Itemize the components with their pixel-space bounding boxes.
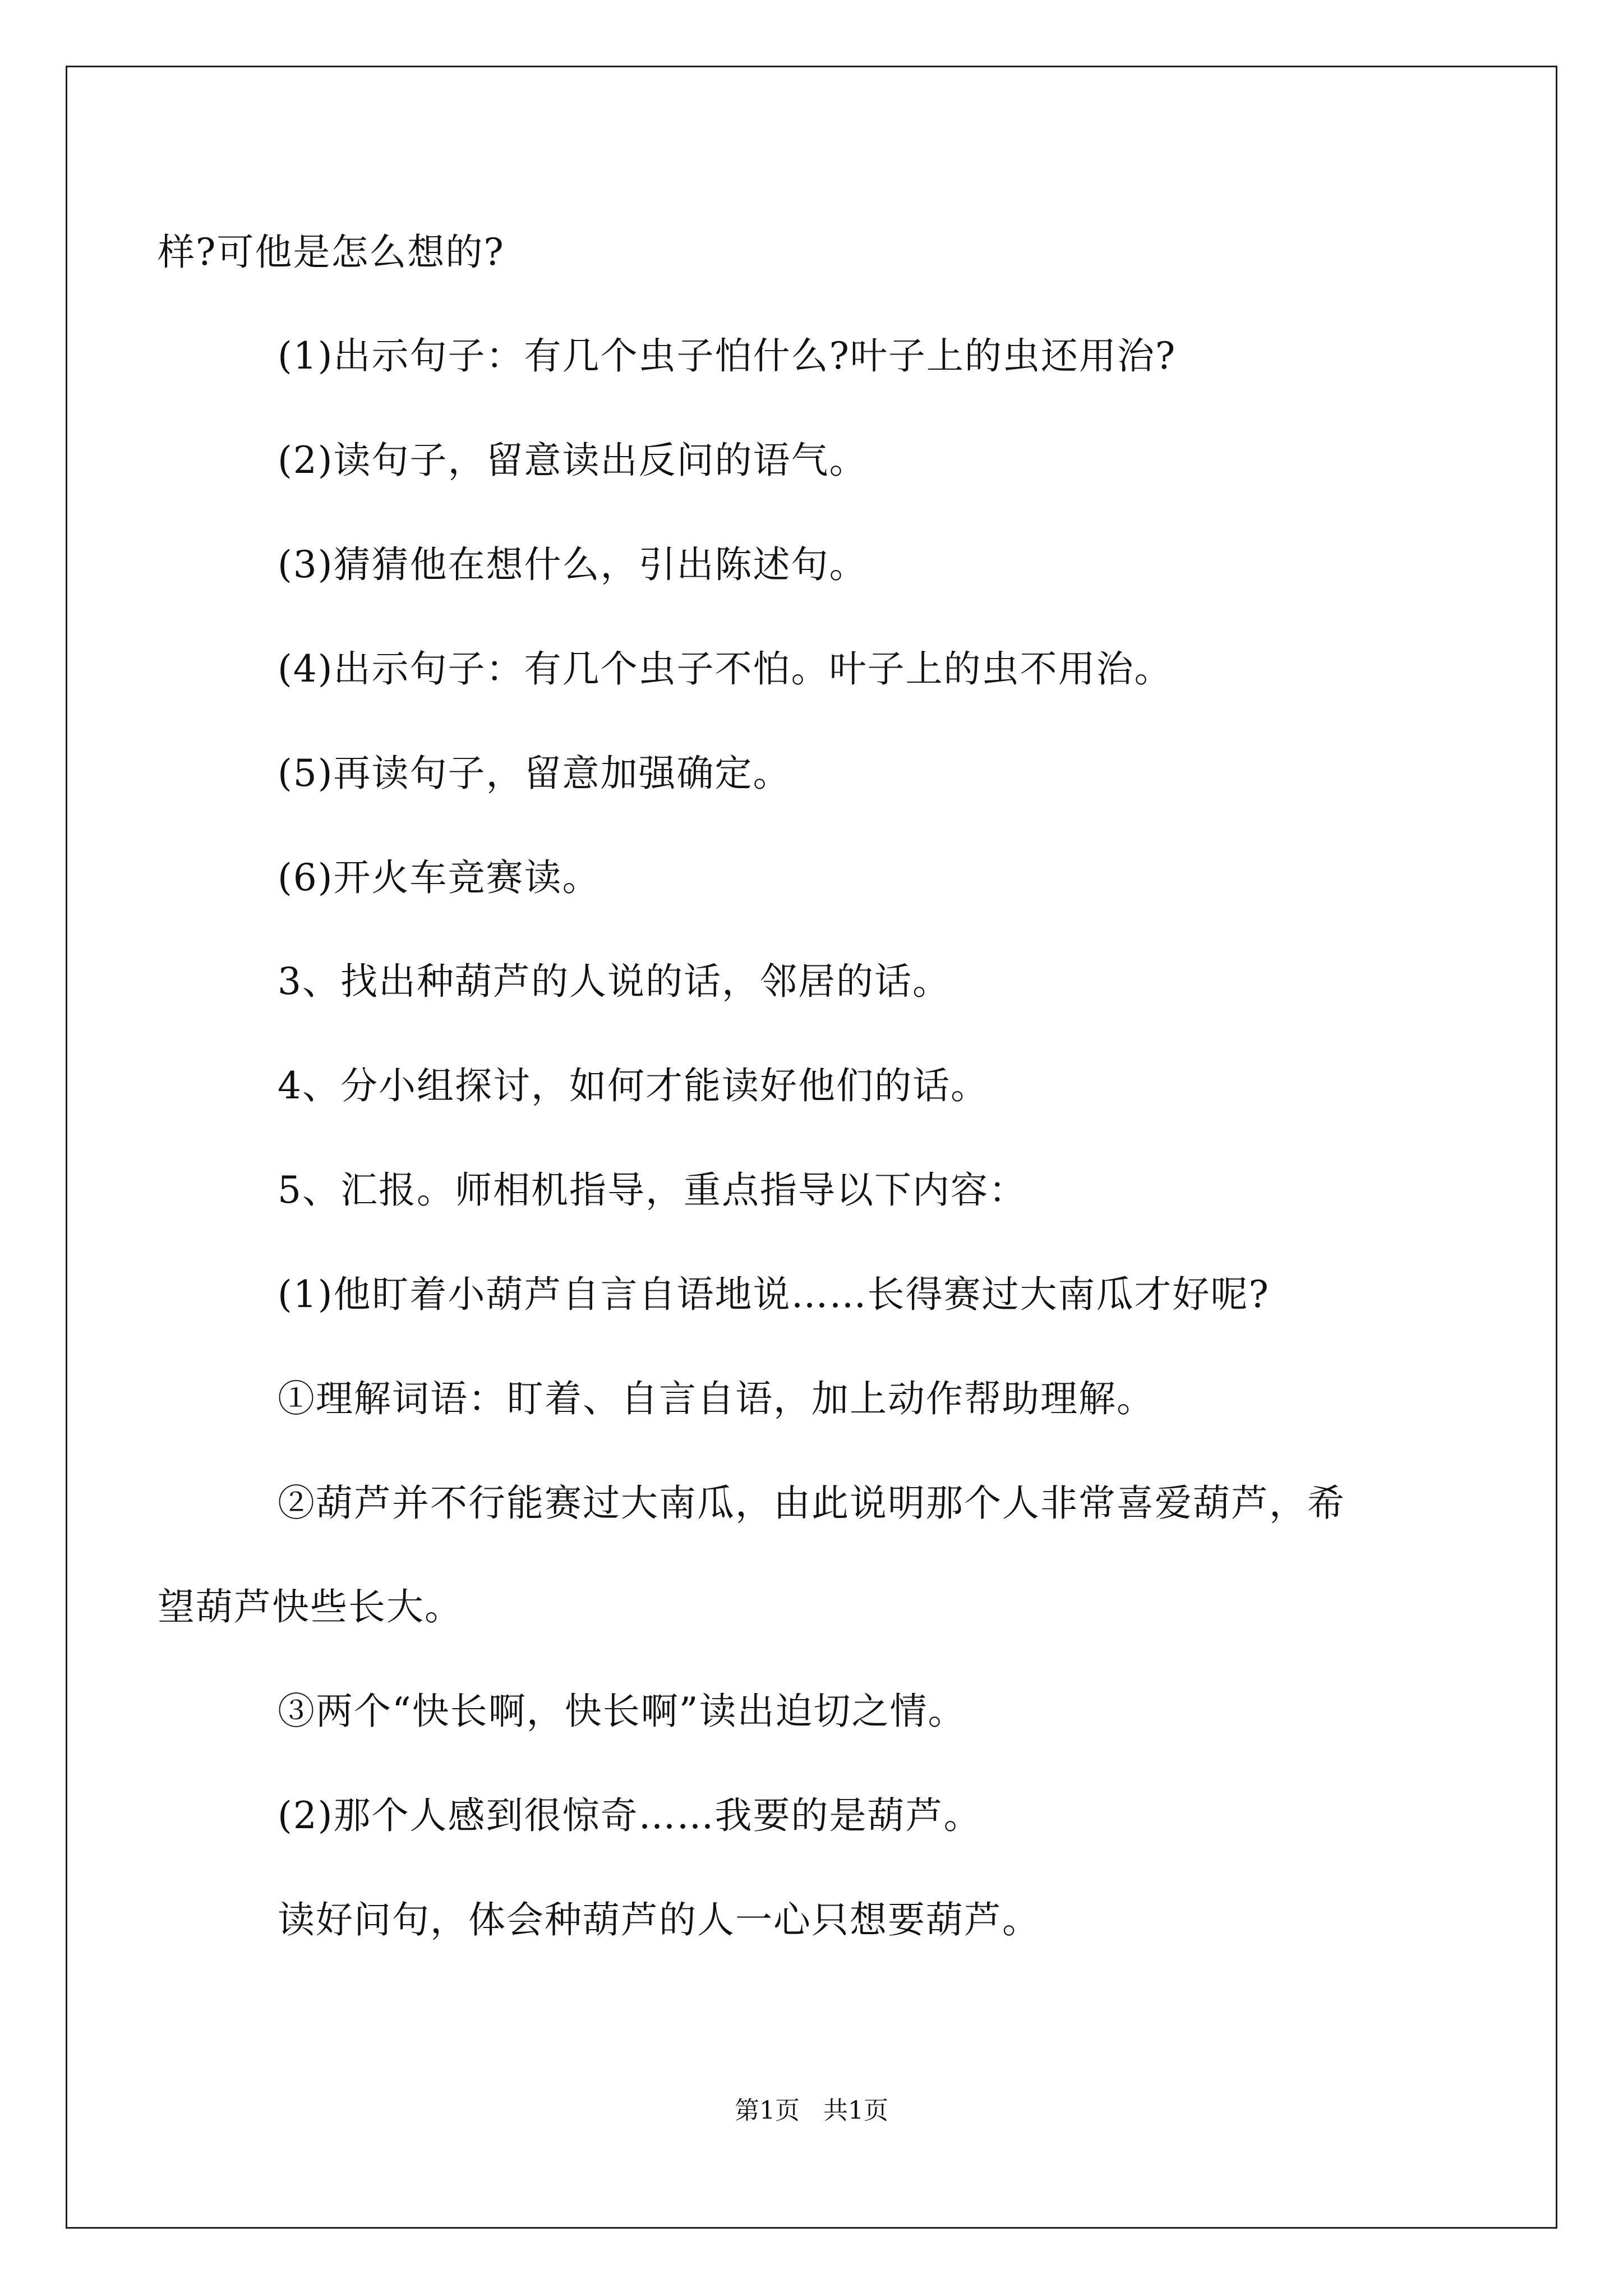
text-line: 3、找出种葫芦的人说的话，邻居的话。 [278, 960, 951, 1003]
text-line: ③两个“快长啊，快长啊”读出迫切之情。 [278, 1690, 966, 1733]
text-line: (2)读句子，留意读出反问的语气。 [278, 439, 868, 482]
page-footer: 第1页 共1页 [735, 2096, 888, 2125]
text-line: ①理解词语：盯着、自言自语，加上动作帮助理解。 [278, 1377, 1155, 1420]
text-line: (6)开火车竞赛读。 [278, 856, 601, 899]
text-line: 望葫芦快些长大。 [158, 1585, 463, 1628]
text-line: (1)他盯着小葫芦自言自语地说……长得赛过大南瓜才好呢? [278, 1273, 1270, 1316]
text-line: 样?可他是怎么想的? [158, 231, 505, 274]
text-line: 读好问句，体会种葫芦的人一心只想要葫芦。 [278, 1898, 1040, 1941]
text-line: (1)出示句子：有几个虫子怕什么?叶子上的虫还用治? [278, 334, 1177, 378]
text-line: (3)猜猜他在想什么，引出陈述句。 [278, 543, 868, 586]
text-line: 4、分小组探讨，如何才能读好他们的话。 [278, 1064, 989, 1107]
text-line: (4)出示句子：有几个虫子不怕。叶子上的虫不用治。 [278, 647, 1173, 691]
text-line: (2)那个人感到很惊奇……我要的是葫芦。 [278, 1794, 982, 1837]
text-line: (5)再读句子，留意加强确定。 [278, 752, 791, 795]
text-line: ②葫芦并不行能赛过大南瓜，由此说明那个人非常喜爱葫芦，希 [278, 1481, 1345, 1525]
text-line: 5、汇报。师相机指导，重点指导以下内容： [278, 1168, 1027, 1212]
